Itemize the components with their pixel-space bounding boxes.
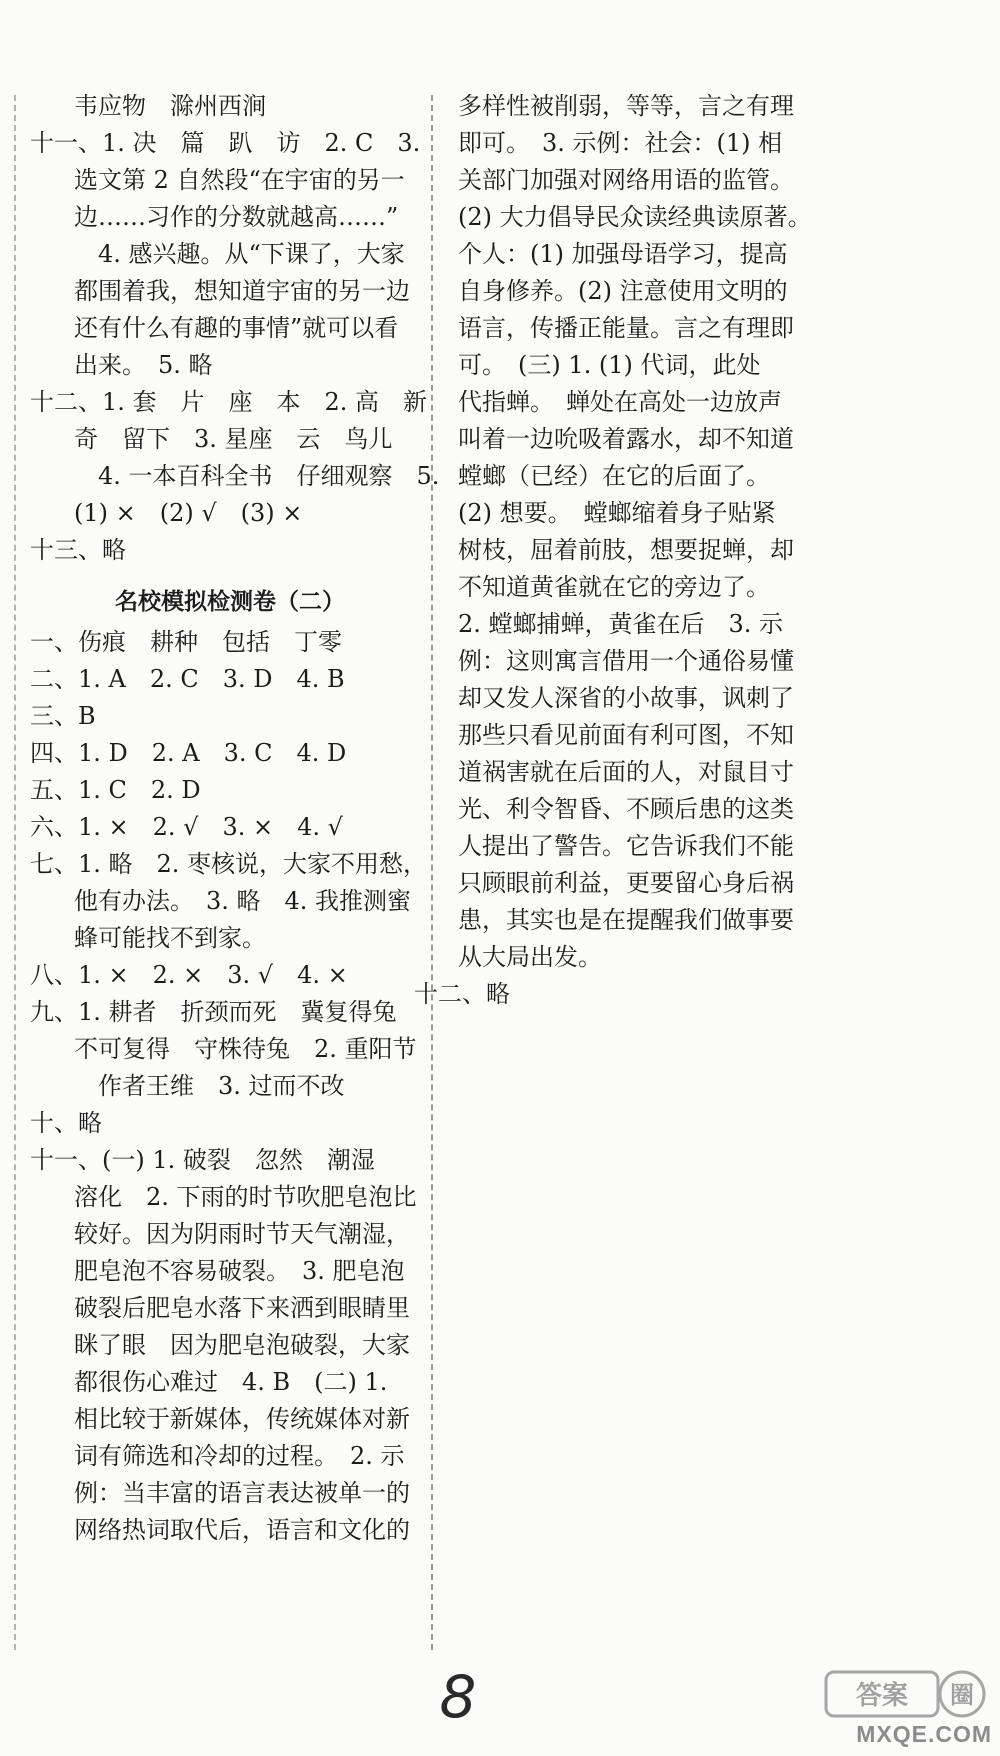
left-answer-line: 九、1. 耕者 折颈而死 冀复得兔	[30, 998, 397, 1026]
right-answer-line: 树枝，屈着前肢，想要捉蝉，却	[458, 536, 794, 564]
right-answer-line: 人提出了警告。它告诉我们不能	[458, 832, 794, 860]
left-answer-line: 五、1. C 2. D	[30, 776, 201, 804]
answer-column-left	[30, 88, 440, 1549]
left-answer-line: 肥皂泡不容易破裂。 3. 肥皂泡	[74, 1257, 405, 1285]
right-answer-line: 患，其实也是在提醒我们做事要	[458, 906, 794, 934]
right-answer-line: 多样性被削弱，等等，言之有理	[458, 92, 794, 120]
left-answer-line: 边……习作的分数就越高……”	[74, 203, 399, 231]
left-answer-line: 十一、1. 决 篇 趴 访 2. C 3.	[30, 129, 421, 157]
left-answer-line: 出来。 5. 略	[74, 351, 213, 379]
left-margin-rule	[14, 95, 16, 1650]
right-answer-line: 从大局出发。	[458, 943, 602, 971]
section-heading: 名校模拟检测卷（二）	[115, 588, 345, 615]
right-answer-line: 叫着一边吮吸着露水，却不知道	[458, 425, 794, 453]
left-answer-line: 作者王维 3. 过而不改	[98, 1072, 345, 1100]
left-answer-line: 相比较于新媒体，传统媒体对新	[74, 1405, 410, 1433]
left-answer-line: 破裂后肥皂水落下来洒到眼睛里	[74, 1294, 410, 1322]
svg-text:圈: 圈	[950, 1681, 974, 1709]
left-answer-line: 蜂可能找不到家。	[74, 924, 266, 952]
left-answer-line: 奇 留下 3. 星座 云 鸟儿	[74, 425, 393, 453]
left-answer-line: 网络热词取代后，语言和文化的	[74, 1516, 410, 1544]
left-answer-line: (1) × (2) √ (3) ×	[74, 499, 303, 527]
column-divider	[431, 95, 433, 1650]
left-answer-line: 十、略	[30, 1109, 102, 1137]
left-answer-line: 还有什么有趣的事情”就可以看	[74, 314, 399, 342]
left-answer-line: 他有办法。 3. 略 4. 我推测蜜	[74, 887, 412, 915]
watermark-logo-icon	[822, 1664, 992, 1724]
right-answer-line: 2. 螳螂捕蝉，黄雀在后 3. 示	[458, 610, 784, 638]
right-answer-line: 自身修养。(2) 注意使用文明的	[458, 277, 788, 305]
right-answer-line: (2) 大力倡导民众读经典读原著。	[458, 203, 812, 231]
left-answer-line: 都围着我，想知道宇宙的另一边	[74, 277, 410, 305]
left-answer-line: 词有筛选和冷却的过程。 2. 示	[74, 1442, 405, 1470]
right-answer-line: 那些只看见前面有利可图，不知	[458, 721, 794, 749]
left-answer-line: 4. 一本百科全书 仔细观察 5.	[98, 462, 440, 490]
right-answer-line: 语言，传播正能量。言之有理即	[458, 314, 794, 342]
left-answer-line: 四、1. D 2. A 3. C 4. D	[30, 739, 347, 767]
left-answer-line: 六、1. × 2. √ 3. × 4. √	[30, 813, 343, 841]
right-answer-line: 光、利令智昏、不顾后患的这类	[458, 795, 794, 823]
watermark-text: MXQE.COM	[856, 1721, 992, 1747]
right-answer-line: 可。 (三) 1. (1) 代词，此处	[458, 351, 761, 379]
right-answer-line: (2) 想要。 螳螂缩着身子贴紧	[458, 499, 776, 527]
right-answer-line: 不知道黄雀就在它的旁边了。	[458, 573, 770, 601]
left-answer-line: 二、1. A 2. C 3. D 4. B	[30, 665, 345, 693]
right-answer-line: 个人：(1) 加强母语学习，提高	[458, 240, 788, 268]
left-answer-line: 一、伤痕 耕种 包括 丁零	[30, 628, 342, 656]
left-answer-line: 溶化 2. 下雨的时节吹肥皂泡比	[74, 1183, 417, 1211]
right-answer-line: 十二、略	[414, 980, 510, 1008]
left-answer-line: 眯了眼 因为肥皂泡破裂，大家	[74, 1331, 410, 1359]
right-answer-line: 却又发人深省的小故事，讽刺了	[458, 684, 794, 712]
left-answer-line: 较好。因为阴雨时节天气潮湿，	[74, 1220, 410, 1248]
answer-column-right	[414, 88, 998, 1013]
left-answer-line: 七、1. 略 2. 枣核说，大家不用愁，	[30, 850, 428, 878]
left-answer-line: 八、1. × 2. × 3. √ 4. ×	[30, 961, 348, 989]
right-answer-line: 螳螂（已经）在它的后面了。	[458, 462, 770, 490]
left-answer-line: 十三、略	[30, 536, 126, 564]
left-answer-line: 选文第 2 自然段“在宇宙的另一	[74, 166, 405, 194]
left-answer-line: 例：当丰富的语言表达被单一的	[74, 1479, 410, 1507]
page-number: 8	[439, 1663, 477, 1731]
left-answer-line: 十一、(一) 1. 破裂 忽然 潮湿	[30, 1146, 375, 1174]
left-answer-line: 十二、1. 套 片 座 本 2. 高 新	[30, 388, 428, 416]
right-answer-line: 关部门加强对网络用语的监管。	[458, 166, 794, 194]
right-answer-line: 例：这则寓言借用一个通俗易懂	[458, 647, 794, 675]
left-answer-line: 不可复得 守株待兔 2. 重阳节	[74, 1035, 417, 1063]
watermark	[822, 1664, 992, 1750]
svg-text:答案: 答案	[855, 1681, 909, 1711]
right-answer-line: 即可。 3. 示例：社会：(1) 相	[458, 129, 783, 157]
left-answer-line: 4. 感兴趣。从“下课了，大家	[98, 240, 405, 268]
left-answer-line: 韦应物 滁州西涧	[74, 92, 266, 120]
right-answer-line: 代指蝉。 蝉处在高处一边放声	[458, 388, 782, 416]
left-answer-line: 都很伤心难过 4. B (二) 1.	[74, 1368, 388, 1396]
right-answer-line: 只顾眼前利益，更要留心身后祸	[458, 869, 794, 897]
left-answer-line: 三、B	[30, 702, 96, 730]
right-answer-line: 道祸害就在后面的人，对鼠目寸	[458, 758, 794, 786]
